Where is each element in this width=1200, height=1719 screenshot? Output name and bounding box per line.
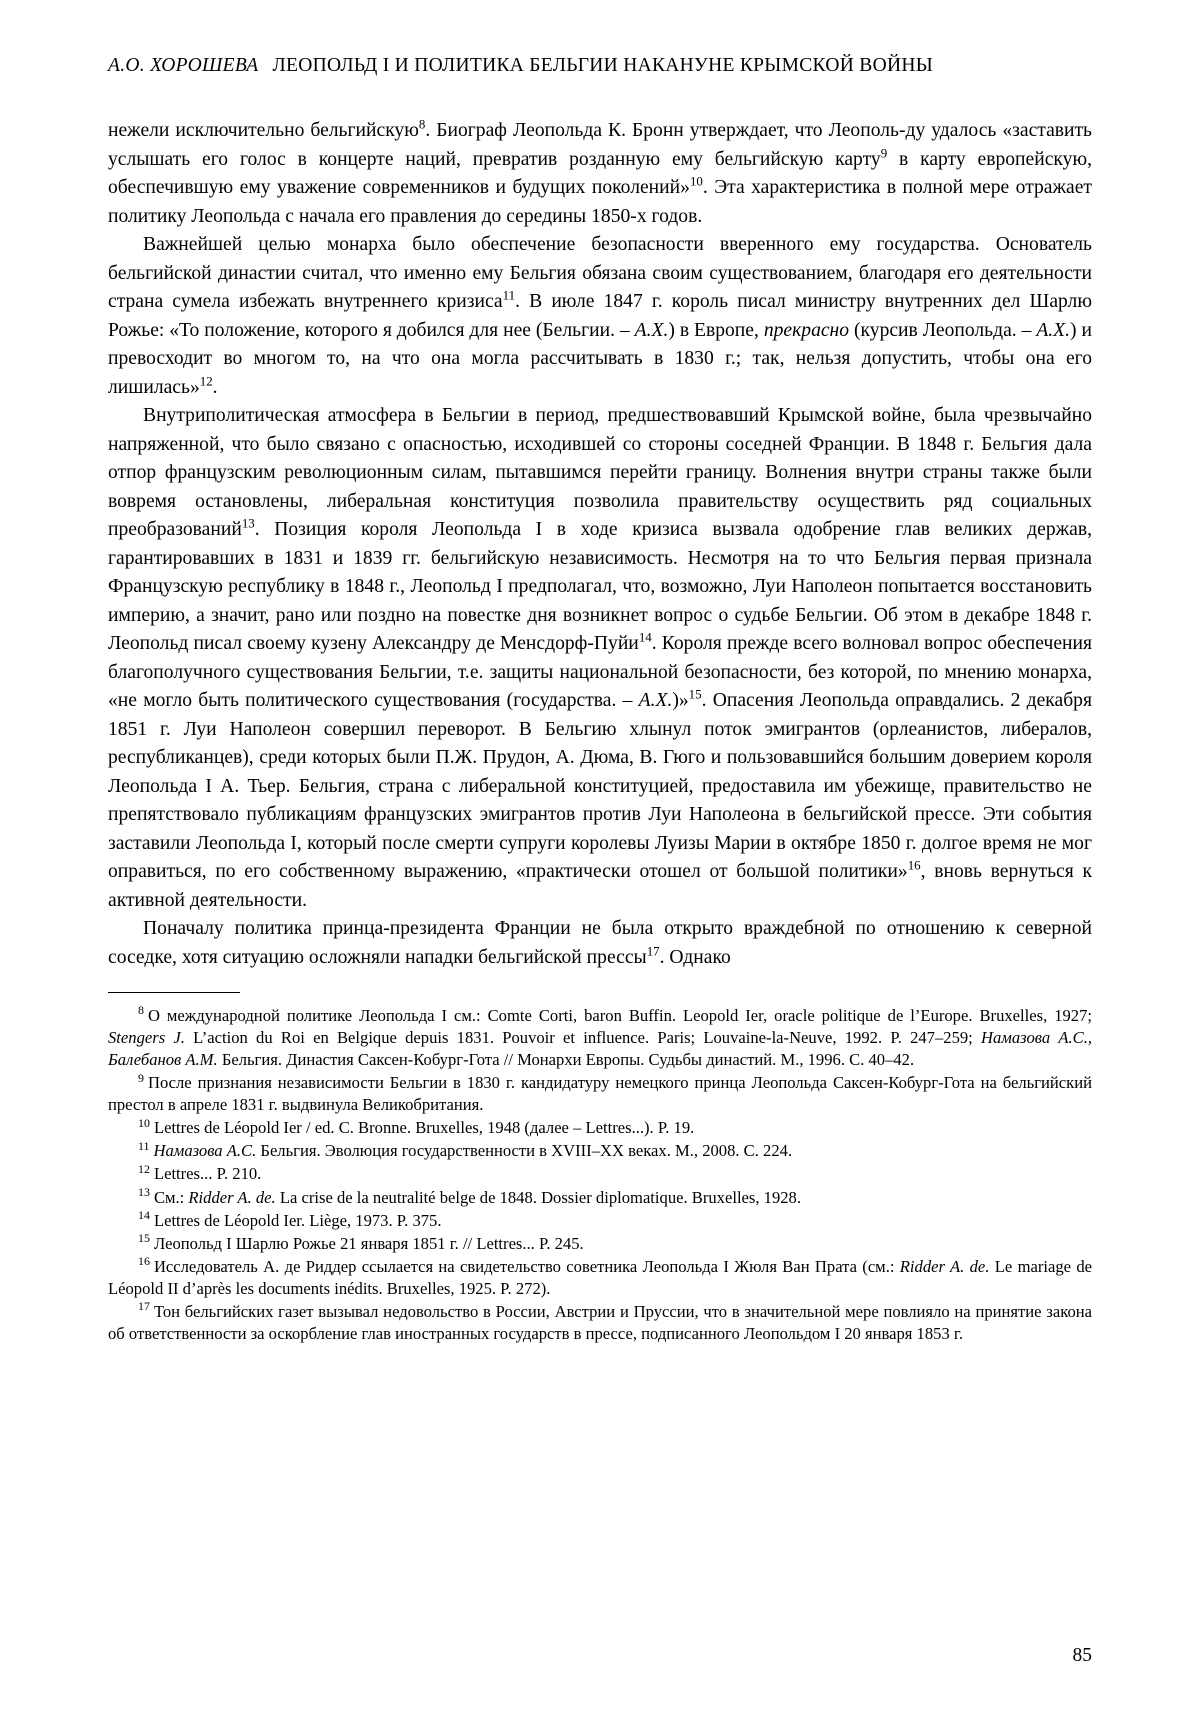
- footnote-item: [108, 1210, 1092, 1232]
- paragraph: [108, 915, 1092, 972]
- footnote-item: [108, 1256, 1092, 1300]
- footnote-item: [108, 1072, 1092, 1116]
- footnote-ref: 13: [241, 515, 255, 531]
- footnote-number: 12: [138, 1161, 150, 1176]
- text-run: Поначалу политика принца-президента Франции не была открыто враждебной по отношению к северной соседке, хотя ситуацию осложняли нападки бельгийской прессы: [108, 918, 1092, 968]
- text-run: . Биограф Леопольда К. Бронн утверждает, что Леополь-ду удалось «заставить услышать его голос в концерте наций, превратив розданную ему бельгийскую карту: [108, 120, 1092, 170]
- body-text: [108, 117, 1092, 972]
- footnote-item: [108, 1163, 1092, 1185]
- text-run: Lettres de Léopold Ier. Liège, 1973. P. 375.: [153, 1210, 442, 1230]
- footnote-item: [108, 1005, 1092, 1071]
- footnote-number: 14: [138, 1208, 150, 1223]
- footnote-ref: 12: [199, 372, 213, 388]
- footnote-ref: 8: [418, 116, 426, 132]
- running-head-title: ЛЕОПОЛЬД I И ПОЛИТИКА БЕЛЬГИИ НАКАНУНЕ КРЫМСКОЙ ВОЙНЫ: [272, 55, 933, 76]
- footnote-number: 9: [138, 1070, 144, 1085]
- footnote-ref: 16: [907, 857, 921, 873]
- paragraph: [108, 231, 1092, 402]
- text-run: Внутриполитическая атмосфера в Бельгии в период, предшествовавший Крымской войне, была чрезвычайно напряженной, что было связано с опасностью, исходившей со стороны соседней Франции. В 1848 г. Бельгия дала отпор французским революционным силам, пытавшимся перейти границу. Волнения внутри страны также были вовремя остановлены, либеральная конституция позволила правительству осуществить ряд социальных преобразований: [108, 405, 1092, 540]
- footnote-ref: 9: [880, 144, 888, 160]
- text-run: ) в Европе,: [668, 319, 764, 341]
- text-run: . Позиция короля Леопольда I в ходе кризиса вызвала одобрение глав великих держав, гарантировавших в 1831 и 1839 гг. бельгийскую независимость. Несмотря на то что Бельгия первая признала Французскую республику в 1848 г., Леопольд I предполагал, что, возможно, Луи Наполеон попытается восстановить империю, а значит, рано или поздно на повестке дня возникнет вопрос о судьбе Бельгии. Об этом в декабре 1848 г. Леопольд писал своему кузену Александру де Менсдорф-Пуйи: [108, 519, 1092, 654]
- footnote-number: 11: [138, 1138, 150, 1153]
- footnote-separator-rule: [108, 992, 240, 993]
- text-run: (курсив Леопольда. –: [849, 319, 1037, 341]
- footnote-number: 8: [138, 1003, 144, 1018]
- text-run: . Опасения Леопольда оправдались. 2 декабря 1851 г. Луи Наполеон совершил переворот. В Бельгию хлынул поток эмигрантов (орлеанистов, либералов, республиканцев), среди которых были П.Ж. Прудон, А. Дюма, В. Гюго и пользовавшийся большим доверием короля Леопольда I А. Тьер. Бельгия, страна с либеральной конституцией, предоставила им убежище, правительство не препятствовало публикациям французских эмигрантов против Луи Наполеона в бельгийской прессе. Эти события заставили Леопольда I, который после смерти супруги королевы Луизы Марии в октябре 1850 г. долгое время не мог оправиться, по его собственному выражению, «практически отошел от большой политики»: [108, 690, 1092, 882]
- page-number: 85: [1072, 1645, 1092, 1666]
- text-run: Важнейшей целью монарха было обеспечение безопасности вверенного ему государства. Основатель бельгийской династии считал, что именно ему Бельгия обязана своим существованием, благодаря его деятельности страна сумела избежать внутреннего кризиса: [108, 234, 1092, 312]
- footnote-number: 10: [138, 1115, 150, 1130]
- text-run: нежели исключительно бельгийскую: [108, 120, 419, 141]
- italic-text: Ridder A. de.: [899, 1256, 990, 1276]
- paragraph: [108, 402, 1092, 915]
- text-run: . Эта характеристика в полной мере отражает политику Леопольда с начала его правления до середины 1850-х годов.: [108, 177, 1092, 227]
- text-run: . Короля прежде всего волновал вопрос обеспечения благополучного существования Бельгии, т.е. защиты национальной безопасности, без которой, по мнению монарха, «не могло быть политического существования (государства. –: [108, 633, 1092, 711]
- footnote-ref: 17: [646, 942, 660, 958]
- text-run: )»: [672, 690, 689, 711]
- text-run: Тон бельгийских газет вызывал недовольство в России, Австрии и Пруссии, что в значительной мере повлияло на принятие закона об ответственности за оскорбление глав иностранных государств в прессе, подписанного Леопольдом I 20 января 1853 г.: [108, 1301, 1092, 1343]
- footnote-number: 13: [138, 1184, 150, 1199]
- paragraph: [108, 117, 1092, 231]
- footnote-ref: 14: [638, 629, 652, 645]
- italic-text: А.Х.: [1036, 319, 1071, 341]
- text-run: ) и превосходит во многом то, на что она могла рассчитывать в 1830 г.; так, нельзя допустить, чтобы она его лишилась»: [108, 319, 1092, 398]
- running-head: [108, 55, 1092, 77]
- italic-text: Ridder A. de.: [188, 1187, 276, 1207]
- italic-text: А.Х.: [634, 319, 669, 341]
- text-run: См.:: [153, 1187, 189, 1207]
- footnote-ref: 15: [688, 686, 702, 702]
- text-run: в карту европейскую, обеспечившую ему уважение современников и будущих поколений»: [108, 148, 1092, 198]
- text-run: Исследователь А. де Риддер ссылается на свидетельство советника Леопольда I Жюля Ван Прата (см.:: [153, 1256, 900, 1276]
- text-run: Бельгия. Эволюция государственности в XVIII–XX веках. М., 2008. С. 224.: [256, 1141, 793, 1161]
- footnote-item: [108, 1140, 1092, 1162]
- text-run: Бельгия. Династия Саксен-Кобург-Гота // Монархи Европы. Судьбы династий. М., 1996. С. 40–42.: [217, 1050, 915, 1070]
- italic-text: Намазова А.С.: [153, 1141, 257, 1161]
- footnotes-section: [108, 992, 1092, 1345]
- footnote-item: [108, 1184, 1092, 1209]
- text-run: , вновь вернуться к активной деятельности.: [108, 861, 1092, 911]
- italic-text: А.Х.: [638, 690, 673, 711]
- text-run: Lettres... P. 210.: [153, 1164, 262, 1184]
- text-run: La crise de la neutralité belge de 1848. Dossier diplomatique. Bruxelles, 1928.: [275, 1187, 802, 1207]
- footnote-number: 16: [138, 1254, 150, 1269]
- footnote-number: 15: [138, 1231, 150, 1246]
- footnote-ref: 11: [502, 287, 516, 303]
- italic-text: Stengers J.: [108, 1028, 185, 1048]
- running-head-author: А.О. ХОРОШЕВА: [108, 55, 259, 76]
- footnote-ref: 10: [689, 173, 703, 189]
- footnote-number: 17: [138, 1299, 150, 1314]
- text-run: Le mariage de Léopold II d’après les documents inédits. Bruxelles, 1925. P. 272).: [108, 1256, 1092, 1298]
- text-run: После признания независимости Бельгии в 1830 г. кандидатуру немецкого принца Леопольда Саксен-Кобург-Гота на бельгийский престол в апреле 1831 г. выдвинула Великобритания.: [108, 1073, 1092, 1115]
- italic-text: Намазова А.С., Балебанов А.М.: [108, 1028, 1093, 1070]
- italic-text: прекрасно: [763, 319, 850, 341]
- text-run: Леопольд I Шарлю Рожье 21 января 1851 г. // Lettres... P. 245.: [153, 1233, 584, 1253]
- text-run: .: [212, 376, 218, 398]
- footnotes-list: [108, 1005, 1092, 1345]
- footnote-item: [108, 1117, 1092, 1139]
- text-run: . В июле 1847 г. король писал министру внутренних дел Шарлю Рожье: «То положение, которого я добился для нее (Бельгии. –: [108, 291, 1092, 341]
- text-run: L’action du Roi en Belgique depuis 1831. Pouvoir et influence. Paris; Louvaine-la-Neuve, 1992. P. 247–259;: [184, 1028, 982, 1048]
- text-run: Lettres de Léopold Ier / ed. C. Bronne. Bruxelles, 1948 (далее – Lettres...). P. 19.: [153, 1118, 695, 1138]
- text-run: О международной политике Леопольда I см.: Comte Corti, baron Buffin. Leopold Ier, oracle politique de l’Europe. Bruxelles, 1927;: [147, 1006, 1092, 1025]
- text-run: . Однако: [659, 946, 731, 968]
- footnote-item: [108, 1233, 1092, 1255]
- footnote-item: [108, 1301, 1092, 1345]
